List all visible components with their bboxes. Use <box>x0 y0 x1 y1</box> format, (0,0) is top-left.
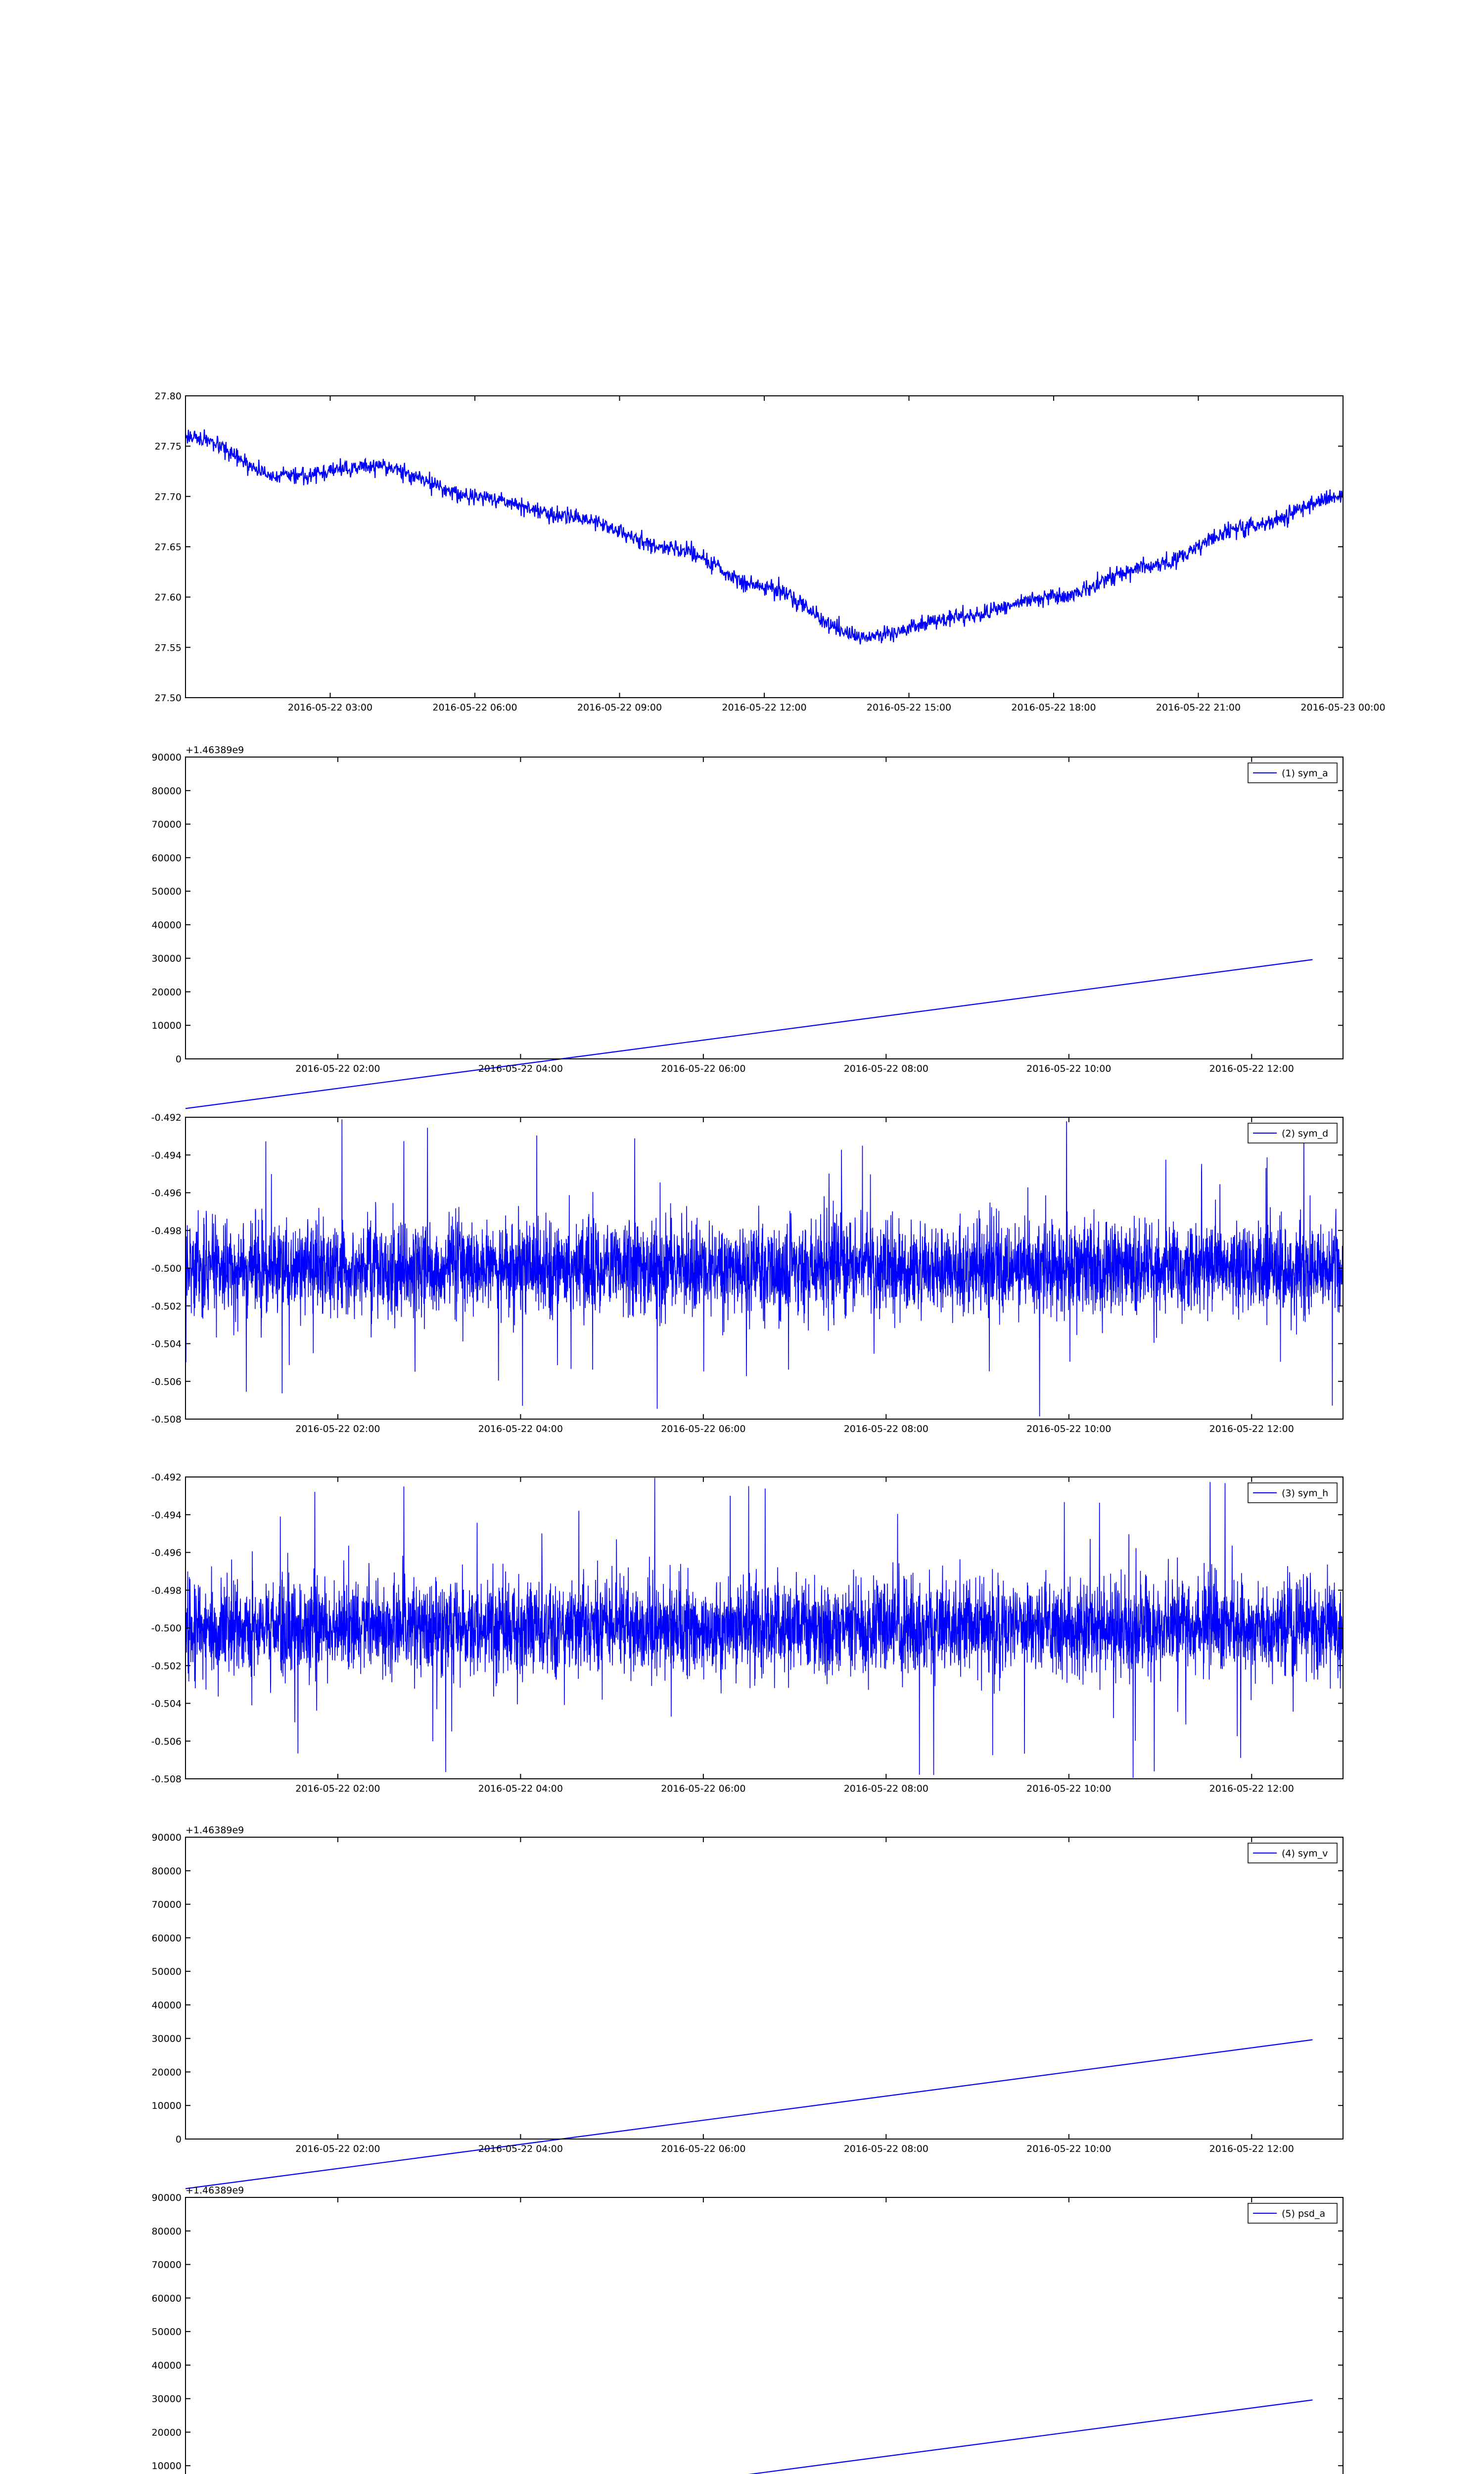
x-tick-label: 2016-05-22 21:00 <box>1156 702 1241 713</box>
legend <box>1248 763 1337 783</box>
y-tick-label: -0.508 <box>151 1414 182 1425</box>
x-tick-label: 2016-05-23 00:00 <box>1300 702 1386 713</box>
x-tick-label: 2016-05-22 02:00 <box>295 2143 380 2154</box>
x-tick-label: 2016-05-22 02:00 <box>295 1424 380 1434</box>
y-offset-label: +1.46389e9 <box>186 2185 244 2196</box>
y-tick-label: 80000 <box>151 785 182 797</box>
series-line <box>186 2040 1312 2189</box>
y-tick-label: -0.496 <box>151 1547 182 1559</box>
legend-label: (2) sym_d <box>1282 1128 1329 1139</box>
legend <box>1248 1483 1337 1503</box>
y-tick-label: -0.498 <box>151 1225 182 1237</box>
y-tick-label: 70000 <box>151 819 182 830</box>
legend-label: (4) sym_v <box>1282 1848 1328 1859</box>
y-tick-label: -0.496 <box>151 1188 182 1199</box>
y-tick-label: 20000 <box>151 987 182 998</box>
y-tick-label: 50000 <box>151 886 182 898</box>
x-tick-label: 2016-05-22 08:00 <box>843 2143 928 2154</box>
y-tick-label: 30000 <box>151 953 182 964</box>
series-line <box>186 1478 1343 1778</box>
y-tick-label: 27.60 <box>154 592 182 603</box>
y-tick-label: 60000 <box>151 853 182 864</box>
y-tick-label: 27.70 <box>154 491 182 503</box>
y-tick-label: 70000 <box>151 1899 182 1910</box>
y-tick-label: -0.492 <box>151 1472 182 1483</box>
x-tick-label: 2016-05-22 06:00 <box>432 702 517 713</box>
x-tick-label: 2016-05-22 06:00 <box>661 1783 746 1794</box>
axes-frame <box>186 757 1343 1059</box>
y-tick-label: 90000 <box>151 752 182 763</box>
y-tick-label: 27.55 <box>154 642 182 654</box>
x-tick-label: 2016-05-22 08:00 <box>843 1783 928 1794</box>
y-tick-label: 90000 <box>151 2192 182 2203</box>
y-tick-label: 90000 <box>151 1832 182 1843</box>
x-tick-label: 2016-05-22 06:00 <box>661 1424 746 1434</box>
legend <box>1248 1843 1337 1863</box>
y-tick-label: 30000 <box>151 2393 182 2405</box>
x-tick-label: 2016-05-22 12:00 <box>722 702 807 713</box>
legend-label: (5) psd_a <box>1282 2208 1326 2219</box>
y-tick-label: 60000 <box>151 2293 182 2304</box>
y-tick-label: 60000 <box>151 1933 182 1944</box>
y-tick-label: 40000 <box>151 919 182 931</box>
y-tick-label: -0.492 <box>151 1112 182 1123</box>
y-offset-label: +1.46389e9 <box>186 1825 244 1836</box>
y-tick-label: 27.75 <box>154 441 182 452</box>
x-tick-label: 2016-05-22 10:00 <box>1026 1783 1112 1794</box>
y-tick-label: -0.494 <box>151 1150 182 1161</box>
y-offset-label: +1.46389e9 <box>186 745 244 756</box>
legend <box>1248 2203 1337 2223</box>
y-tick-label: 10000 <box>151 1020 182 1032</box>
y-tick-label: 0 <box>175 1054 182 1065</box>
y-tick-label: -0.506 <box>151 1736 182 1747</box>
y-tick-label: -0.508 <box>151 1774 182 1785</box>
chart-psd_a <box>152 2185 1343 2474</box>
x-tick-label: 2016-05-22 12:00 <box>1209 1424 1294 1434</box>
y-tick-label: -0.494 <box>151 1510 182 1521</box>
legend-label: (1) sym_a <box>1282 768 1328 779</box>
axes-frame <box>186 396 1343 698</box>
y-tick-label: 27.80 <box>154 391 182 402</box>
series-line <box>186 959 1312 1108</box>
y-tick-label: 20000 <box>151 2427 182 2438</box>
x-tick-label: 2016-05-22 10:00 <box>1026 1424 1112 1434</box>
x-tick-label: 2016-05-22 10:00 <box>1026 1063 1112 1074</box>
y-tick-label: 27.50 <box>154 693 182 704</box>
y-tick-label: 0 <box>175 2134 182 2145</box>
x-tick-label: 2016-05-22 12:00 <box>1209 1783 1294 1794</box>
series-line <box>186 2400 1312 2474</box>
x-tick-label: 2016-05-22 04:00 <box>478 1783 563 1794</box>
chart-sym_v <box>152 1825 1343 2189</box>
y-tick-label: -0.504 <box>151 1698 182 1710</box>
y-tick-label: 10000 <box>151 2461 182 2472</box>
y-tick-label: 27.65 <box>154 542 182 553</box>
y-tick-label: -0.500 <box>151 1263 182 1274</box>
y-tick-label: 20000 <box>151 2067 182 2078</box>
y-tick-label: 80000 <box>151 2226 182 2237</box>
x-tick-label: 2016-05-22 06:00 <box>661 2143 746 2154</box>
y-tick-label: 80000 <box>151 1865 182 1877</box>
x-tick-label: 2016-05-22 08:00 <box>843 1063 928 1074</box>
y-tick-label: -0.502 <box>151 1661 182 1672</box>
x-tick-label: 2016-05-22 15:00 <box>866 702 952 713</box>
x-tick-label: 2016-05-22 04:00 <box>478 1063 563 1074</box>
x-tick-label: 2016-05-22 03:00 <box>287 702 373 713</box>
x-tick-label: 2016-05-22 12:00 <box>1209 1063 1294 1074</box>
y-tick-label: -0.506 <box>151 1376 182 1387</box>
y-tick-label: 70000 <box>151 2259 182 2271</box>
x-tick-label: 2016-05-22 08:00 <box>843 1424 928 1434</box>
chart-temperature <box>155 391 1386 713</box>
series-line <box>186 429 1343 645</box>
y-tick-label: -0.502 <box>151 1301 182 1312</box>
y-tick-label: 30000 <box>151 2033 182 2045</box>
x-tick-label: 2016-05-22 06:00 <box>661 1063 746 1074</box>
y-tick-label: 10000 <box>151 2100 182 2112</box>
axes-frame <box>186 2197 1343 2474</box>
x-tick-label: 2016-05-22 02:00 <box>295 1063 380 1074</box>
chart-sym_h <box>151 1472 1343 1794</box>
legend <box>1248 1123 1337 1143</box>
y-tick-label: 40000 <box>151 1999 182 2011</box>
x-tick-label: 2016-05-22 09:00 <box>577 702 662 713</box>
y-tick-label: -0.504 <box>151 1338 182 1350</box>
y-tick-label: 40000 <box>151 2360 182 2371</box>
x-tick-label: 2016-05-22 12:00 <box>1209 2143 1294 2154</box>
x-tick-label: 2016-05-22 10:00 <box>1026 2143 1112 2154</box>
axes-frame <box>186 1837 1343 2139</box>
y-tick-label: -0.500 <box>151 1623 182 1634</box>
chart-sym_d <box>151 1112 1343 1434</box>
series-line <box>186 1119 1343 1416</box>
x-tick-label: 2016-05-22 18:00 <box>1011 702 1096 713</box>
y-tick-label: -0.498 <box>151 1585 182 1596</box>
y-tick-label: 50000 <box>151 2327 182 2338</box>
x-tick-label: 2016-05-22 02:00 <box>295 1783 380 1794</box>
x-tick-label: 2016-05-22 04:00 <box>478 2143 563 2154</box>
x-tick-label: 2016-05-22 04:00 <box>478 1424 563 1434</box>
legend-label: (3) sym_h <box>1282 1488 1329 1499</box>
chart-sym_a <box>152 745 1343 1108</box>
y-tick-label: 50000 <box>151 1966 182 1978</box>
